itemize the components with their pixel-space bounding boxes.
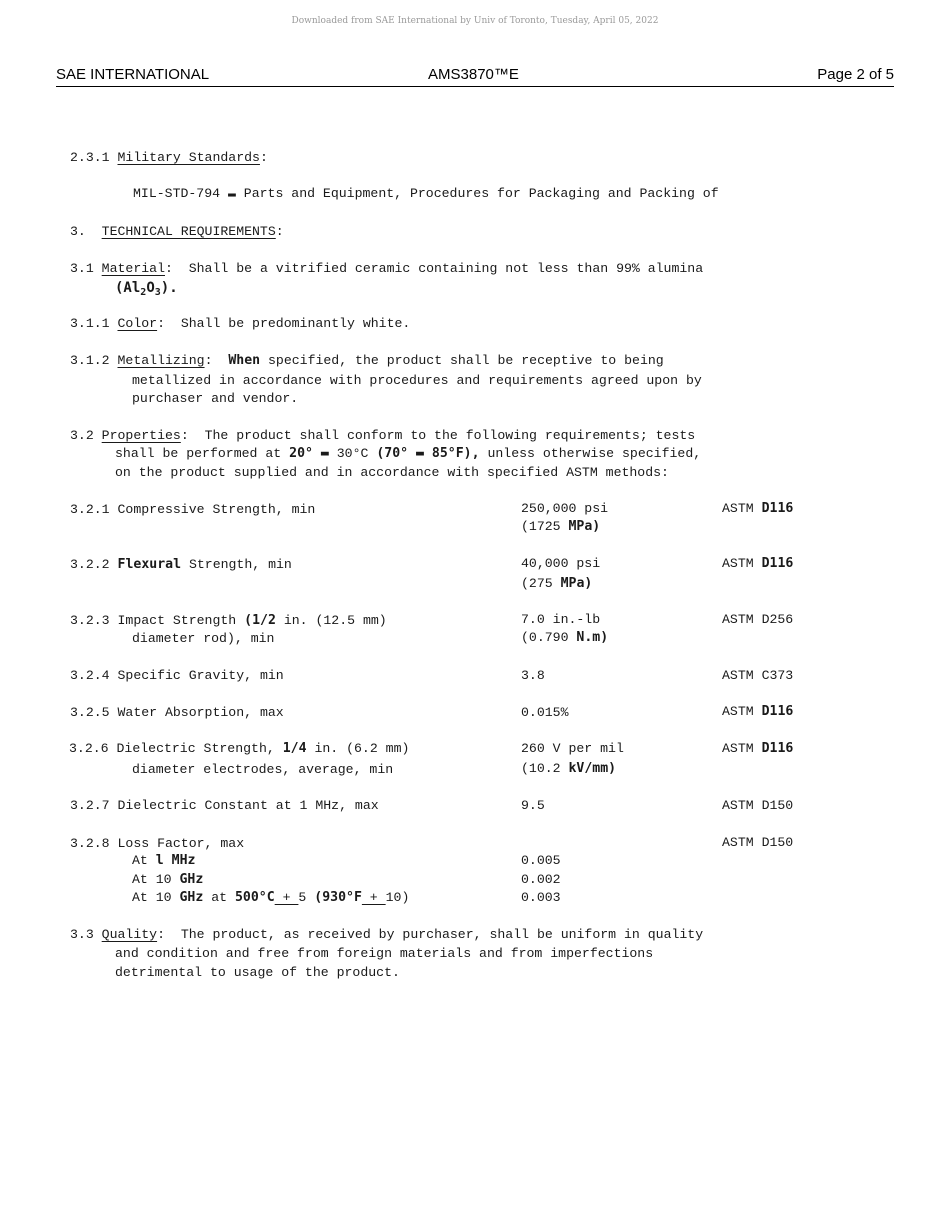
loss-factor-value-10ghz-500c: 0.003 [521,890,561,905]
section-3-1-2-line1: 3.1.2 Metallizing: When specified, the product shall be receptive to being [70,353,664,368]
prop-3-2-7-name: 3.2.7 Dielectric Constant at 1 MHz, max [70,798,379,813]
prop-3-2-3-name: 3.2.3 Impact Strength (1/2 in. (12.5 mm) [70,613,387,628]
prop-3-2-7-astm: ASTM D150 [722,798,794,813]
prop-3-2-1-astm: ASTM D116 [722,501,794,516]
section-3-2-line3: on the product supplied and in accordance with specified ASTM methods: [115,465,669,480]
prop-3-2-2-value-si: (275 MPa) [521,576,593,591]
section-2-3-1-heading: 2.3.1 Military Standards: [70,150,268,165]
prop-3-2-3-value-si: (0.790 N.m) [521,630,609,645]
section-3-1-2-line2: metallized in accordance with procedures and requirements agreed upon by [132,373,702,388]
prop-3-2-1-value: 250,000 psi [521,501,609,516]
prop-3-2-5-name: 3.2.5 Water Absorption, max [70,705,284,720]
prop-3-2-6-name-cont: diameter electrodes, average, min [132,762,394,777]
section-3-3-line3: detrimental to usage of the product. [115,965,400,980]
prop-3-2-3-value: 7.0 in.-lb [521,612,601,627]
prop-3-2-7-value: 9.5 [521,798,545,813]
page-header [56,66,894,87]
section-3-1-1: 3.1.1 Color: Shall be predominantly white. [70,316,411,331]
section-3-heading: 3. TECHNICAL REQUIREMENTS: [70,224,284,239]
prop-3-2-6-astm: ASTM D116 [722,741,794,756]
prop-3-2-3-astm: ASTM D256 [722,612,794,627]
prop-3-2-8-name: 3.2.8 Loss Factor, max [70,836,245,851]
section-3-1-line1: 3.1 Material: Shall be a vitrified ceramic containing not less than 99% alumina [70,261,704,276]
loss-factor-row-10ghz-500c: At 10 GHz at 500°C + 5 (930°F + 10) [132,890,410,905]
header-doc-id: AMS3870™E [428,66,519,83]
prop-3-2-3-name-cont: diameter rod), min [132,631,275,646]
prop-3-2-4-value: 3.8 [521,668,545,683]
section-3-3-line1: 3.3 Quality: The product, as received by purchaser, shall be uniform in quality [70,927,704,942]
prop-3-2-4-astm: ASTM C373 [722,668,794,683]
download-notice: Downloaded from SAE International by Univ of Toronto, Tuesday, April 05, 2022 [291,16,659,26]
prop-3-2-4-name: 3.2.4 Specific Gravity, min [70,668,284,683]
header-page-number: Page 2 of 5 [817,66,894,83]
prop-3-2-1-name: 3.2.1 Compressive Strength, min [70,502,316,517]
section-3-2-line1: 3.2 Properties: The product shall conform to the following requirements; tests [70,428,696,443]
section-2-3-1-text: MIL-STD-794 ▬ Parts and Equipment, Procedures for Packaging and Packing of [133,186,719,201]
header-org: SAE INTERNATIONAL [56,66,210,83]
prop-3-2-5-value: 0.015% [521,705,569,720]
prop-3-2-5-astm: ASTM D116 [722,704,794,719]
section-3-2-line2: shall be performed at 20° ▬ 30°C (70° ▬ 85°F), unless otherwise specified, [115,446,702,461]
prop-3-2-6-name: 3.2.6 Dielectric Strength, 1/4 in. (6.2 mm) [69,741,410,756]
prop-3-2-2-name: 3.2.2 Flexural Strength, min [70,557,292,572]
alumina-formula: $(Al_2O_3)$. [115,280,178,298]
prop-3-2-2-astm: ASTM D116 [722,556,794,571]
prop-3-2-6-value: 260 V per mil [521,741,624,756]
prop-3-2-2-value: 40,000 psi [521,556,601,571]
loss-factor-row-10ghz: At 10 GHz [132,872,204,887]
prop-3-2-6-value-si: (10.2 kV/mm) [521,761,617,776]
loss-factor-value-10ghz: 0.002 [521,872,561,887]
prop-3-2-8-astm: ASTM D150 [722,835,794,850]
section-3-3-line2: and condition and free from foreign materials and from imperfections [115,946,654,961]
prop-3-2-1-value-si: (1725 MPa) [521,519,601,534]
loss-factor-value-1mhz: 0.005 [521,853,561,868]
loss-factor-row-1mhz: At l MHz [132,853,196,868]
section-3-1-2-line3: purchaser and vendor. [132,391,299,406]
